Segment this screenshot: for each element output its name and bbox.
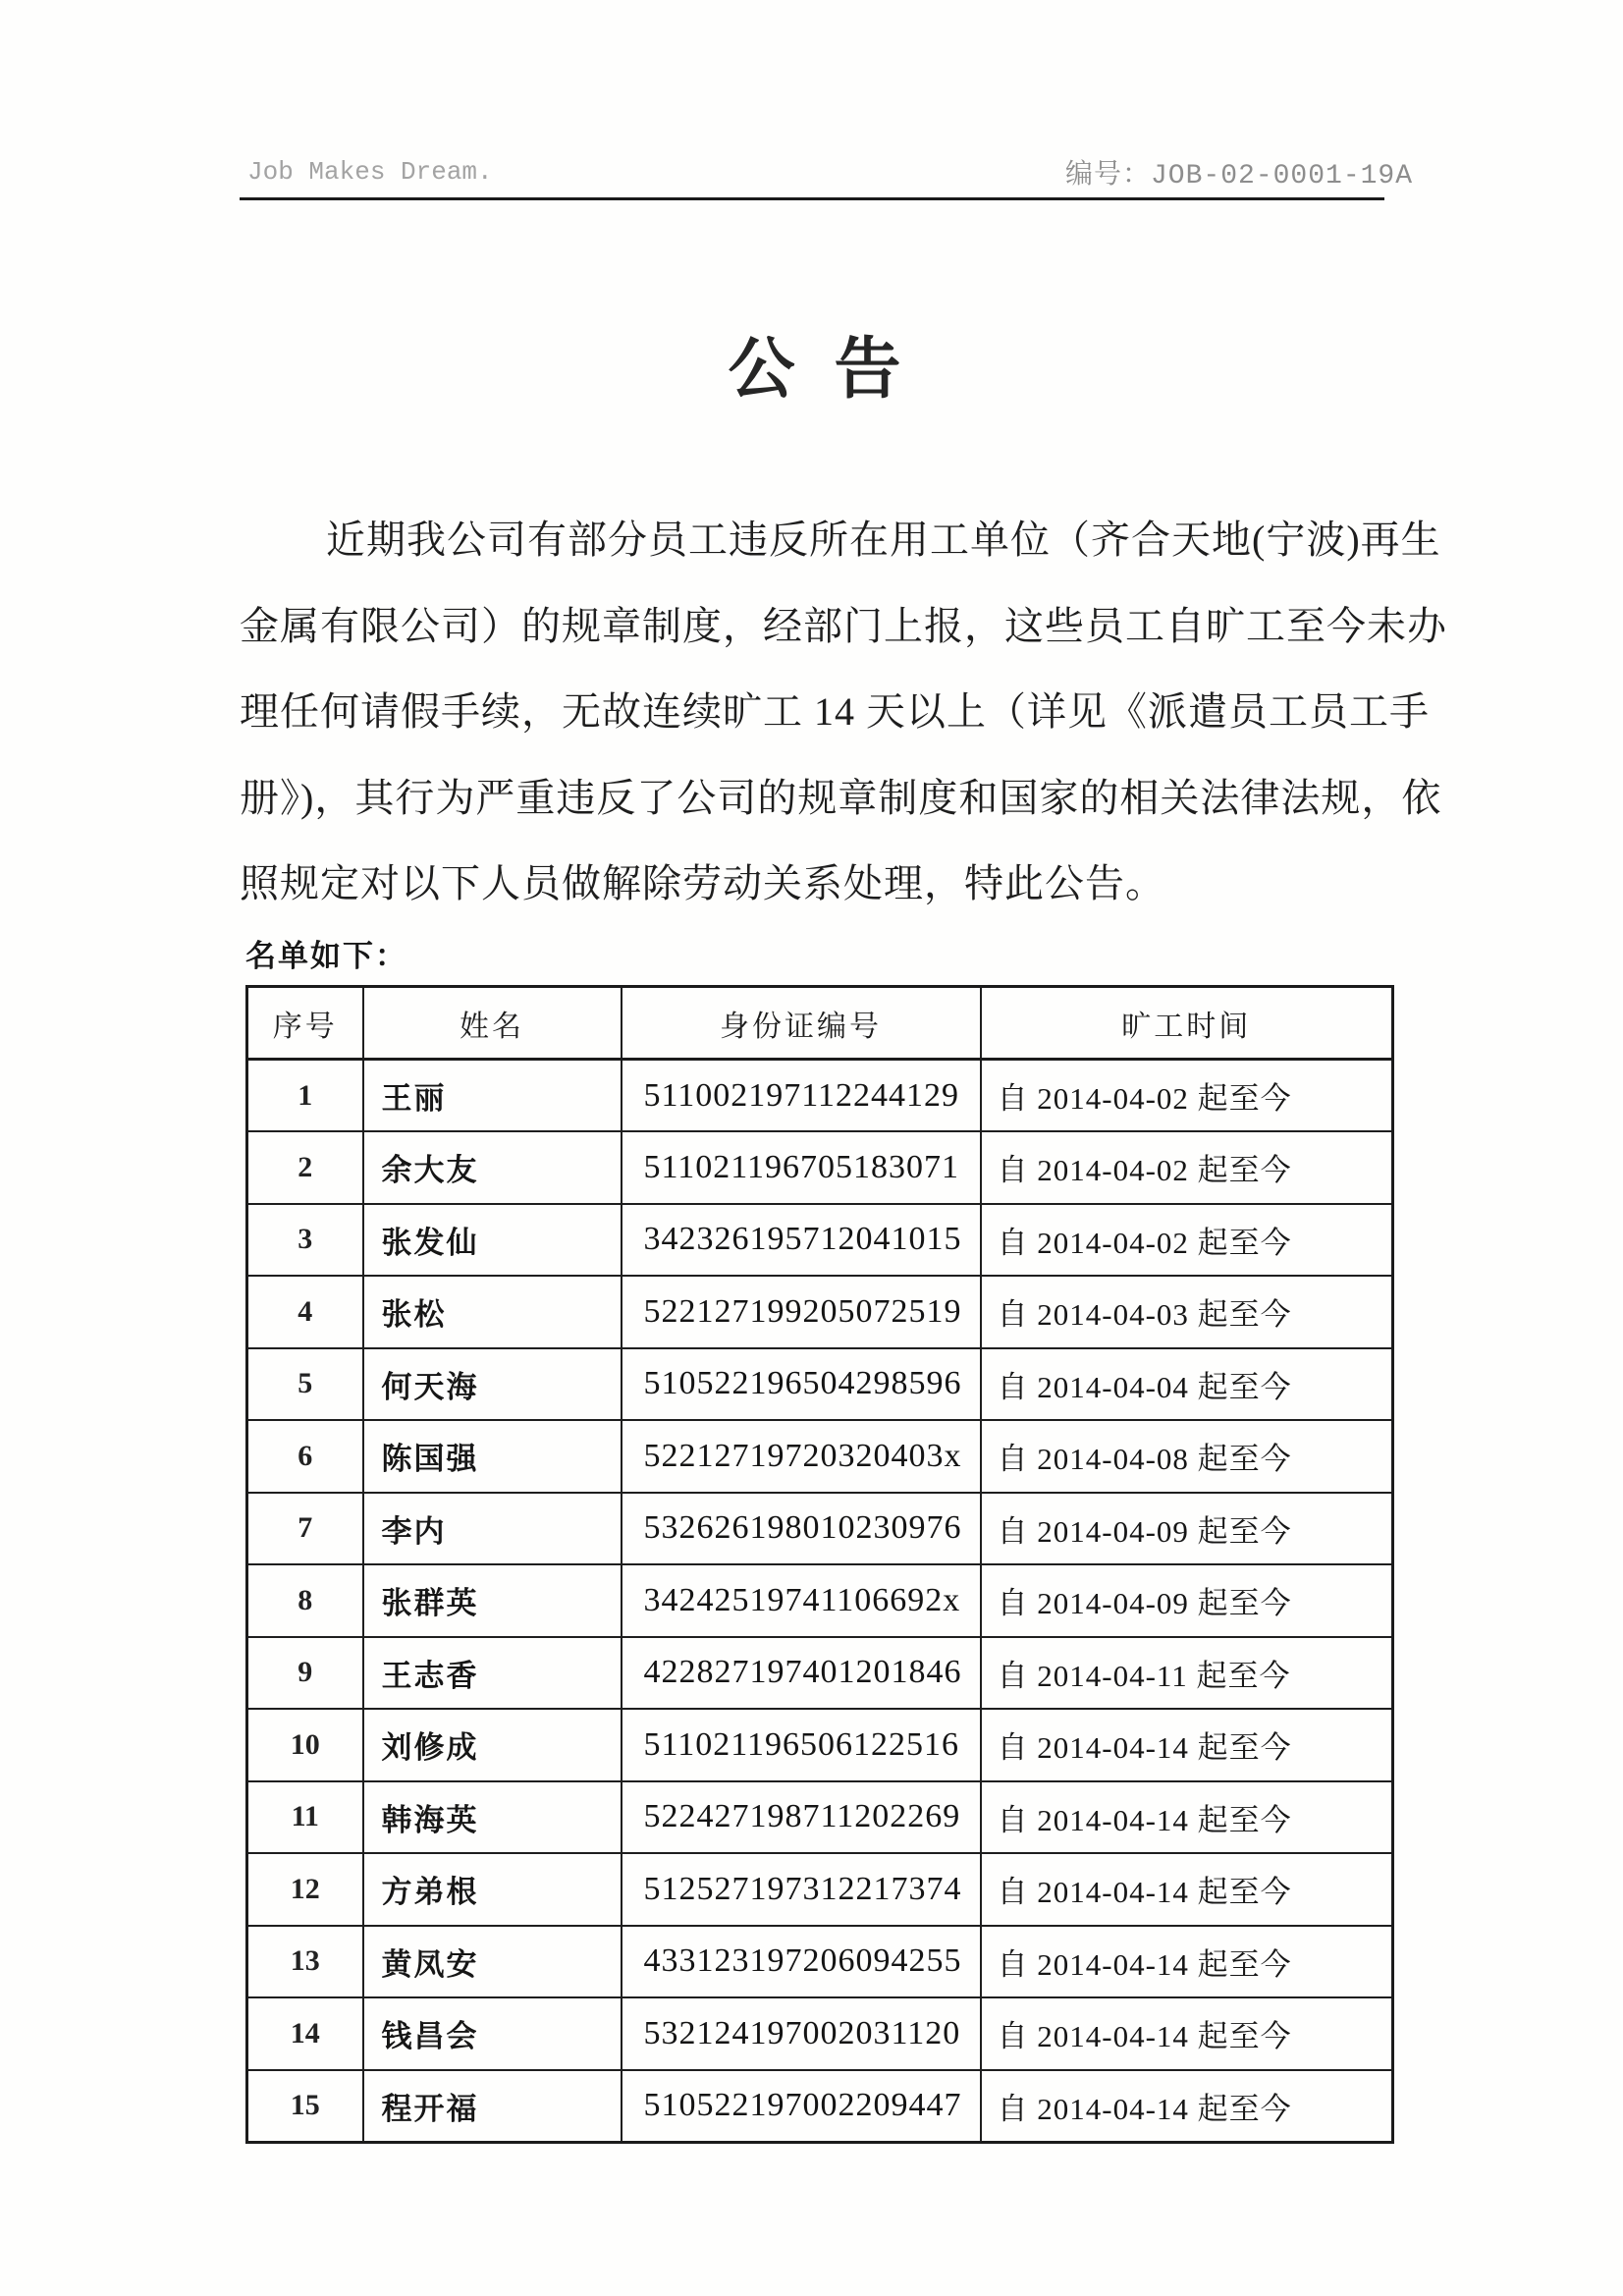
cell-id-number: 510522197002209447 <box>622 2070 981 2143</box>
table-row <box>247 1781 1393 1854</box>
cell-serial-number: 4 <box>247 1276 363 1348</box>
cell-employee-name: 张松 <box>363 1276 622 1348</box>
cell-absence-period: 自 2014-04-03 起至今 <box>981 1276 1393 1348</box>
cell-absence-period: 自 2014-04-14 起至今 <box>981 1781 1393 1854</box>
cell-serial-number: 1 <box>247 1060 363 1132</box>
cell-absence-period: 自 2014-04-14 起至今 <box>981 1853 1393 1926</box>
cell-id-number: 422827197401201846 <box>622 1637 981 1710</box>
table-header <box>247 987 1393 1060</box>
cell-employee-name: 王丽 <box>363 1060 622 1132</box>
body-line: 金属有限公司）的规章制度，经部门上报，这些员工自旷工至今未办 <box>240 603 1447 648</box>
table-row <box>247 1564 1393 1637</box>
table-row <box>247 2070 1393 2143</box>
column-header: 序号 <box>247 987 363 1060</box>
cell-absence-period: 自 2014-04-14 起至今 <box>981 1926 1393 1998</box>
cell-serial-number: 8 <box>247 1564 363 1637</box>
table-row <box>247 1131 1393 1204</box>
table-row <box>247 1709 1393 1781</box>
cell-id-number: 52212719720320403x <box>622 1420 981 1493</box>
cell-employee-name: 何天海 <box>363 1348 622 1421</box>
cell-id-number: 532626198010230976 <box>622 1493 981 1565</box>
page-title: 公 告 <box>728 332 903 407</box>
company-slogan: Job Makes Dream. <box>247 157 493 187</box>
cell-id-number: 512527197312217374 <box>622 1853 981 1926</box>
cell-id-number: 511021196506122516 <box>622 1709 981 1781</box>
table-row <box>247 1276 1393 1348</box>
cell-absence-period: 自 2014-04-04 起至今 <box>981 1348 1393 1421</box>
body-line: 理任何请假手续，无故连续旷工 14 天以上（详见《派遣员工员工手 <box>240 689 1430 734</box>
cell-serial-number: 9 <box>247 1637 363 1710</box>
cell-id-number: 522127199205072519 <box>622 1276 981 1348</box>
cell-absence-period: 自 2014-04-02 起至今 <box>981 1060 1393 1132</box>
cell-id-number: 34242519741106692x <box>622 1564 981 1637</box>
cell-serial-number: 12 <box>247 1853 363 1926</box>
column-header: 身份证编号 <box>622 987 981 1060</box>
table-row <box>247 1060 1393 1132</box>
cell-serial-number: 10 <box>247 1709 363 1781</box>
table-header-row <box>247 987 1393 1060</box>
cell-employee-name: 陈国强 <box>363 1420 622 1493</box>
cell-absence-period: 自 2014-04-14 起至今 <box>981 1997 1393 2070</box>
cell-id-number: 522427198711202269 <box>622 1781 981 1854</box>
cell-employee-name: 方弟根 <box>363 1853 622 1926</box>
table-row <box>247 1637 1393 1710</box>
cell-serial-number: 5 <box>247 1348 363 1421</box>
document-number: 编号：JOB-02-0001-19A <box>1065 161 1414 191</box>
cell-absence-period: 自 2014-04-14 起至今 <box>981 2070 1393 2143</box>
table-row <box>247 1853 1393 1926</box>
cell-serial-number: 11 <box>247 1781 363 1854</box>
cell-employee-name: 韩海英 <box>363 1781 622 1854</box>
cell-serial-number: 6 <box>247 1420 363 1493</box>
cell-employee-name: 张发仙 <box>363 1204 622 1277</box>
table-body <box>247 1060 1393 2143</box>
table-row <box>247 1997 1393 2070</box>
cell-serial-number: 7 <box>247 1493 363 1565</box>
cell-serial-number: 13 <box>247 1926 363 1998</box>
cell-absence-period: 自 2014-04-11 起至今 <box>981 1637 1393 1710</box>
table-row <box>247 1420 1393 1493</box>
cell-employee-name: 钱昌会 <box>363 1997 622 2070</box>
cell-employee-name: 刘修成 <box>363 1709 622 1781</box>
cell-employee-name: 王志香 <box>363 1637 622 1710</box>
cell-id-number: 510522196504298596 <box>622 1348 981 1421</box>
cell-serial-number: 3 <box>247 1204 363 1277</box>
column-header: 旷工时间 <box>981 987 1393 1060</box>
body-line: 册》)，其行为严重违反了公司的规章制度和国家的相关法律法规，依 <box>240 775 1442 820</box>
table-row <box>247 1493 1393 1565</box>
list-heading: 名单如下： <box>245 939 407 973</box>
cell-absence-period: 自 2014-04-09 起至今 <box>981 1493 1393 1565</box>
cell-absence-period: 自 2014-04-14 起至今 <box>981 1709 1393 1781</box>
cell-employee-name: 余大友 <box>363 1131 622 1204</box>
cell-id-number: 342326195712041015 <box>622 1204 981 1277</box>
cell-id-number: 433123197206094255 <box>622 1926 981 1998</box>
cell-employee-name: 程开福 <box>363 2070 622 2143</box>
column-header: 姓名 <box>363 987 622 1060</box>
cell-absence-period: 自 2014-04-02 起至今 <box>981 1204 1393 1277</box>
header-divider-line <box>240 197 1384 200</box>
body-line: 近期我公司有部分员工违反所在用工单位（齐合天地(宁波)再生 <box>326 518 1441 562</box>
cell-serial-number: 14 <box>247 1997 363 2070</box>
announcement-body <box>240 497 1447 927</box>
cell-absence-period: 自 2014-04-08 起至今 <box>981 1420 1393 1493</box>
cell-absence-period: 自 2014-04-02 起至今 <box>981 1131 1393 1204</box>
dismissed-employees-table <box>245 985 1394 2144</box>
table-row <box>247 1204 1393 1277</box>
cell-employee-name: 李内 <box>363 1493 622 1565</box>
cell-absence-period: 自 2014-04-09 起至今 <box>981 1564 1393 1637</box>
cell-employee-name: 张群英 <box>363 1564 622 1637</box>
cell-employee-name: 黄凤安 <box>363 1926 622 1998</box>
table-row <box>247 1926 1393 1998</box>
cell-id-number: 511021196705183071 <box>622 1131 981 1204</box>
cell-id-number: 511002197112244129 <box>622 1060 981 1132</box>
body-line: 照规定对以下人员做解除劳动关系处理，特此公告。 <box>240 861 1165 905</box>
table-row <box>247 1348 1393 1421</box>
cell-serial-number: 15 <box>247 2070 363 2143</box>
cell-id-number: 532124197002031120 <box>622 1997 981 2070</box>
cell-serial-number: 2 <box>247 1131 363 1204</box>
